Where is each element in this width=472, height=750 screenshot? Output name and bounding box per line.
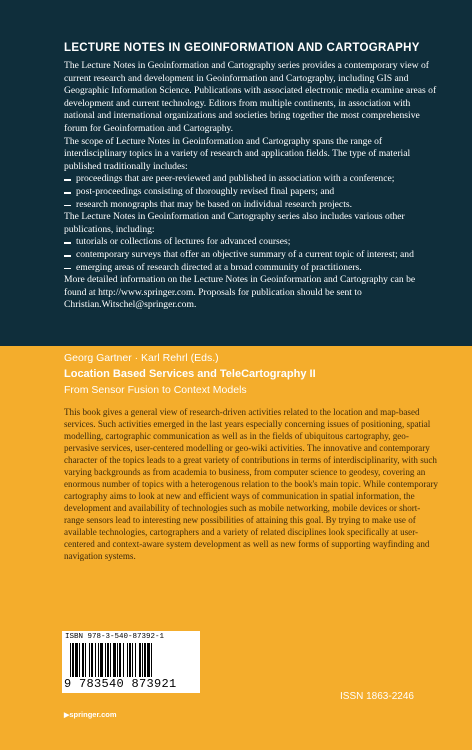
barcode-bar [107,643,109,677]
barcode-bar [72,643,74,677]
series-more-info: More detailed information on the Lecture Notes in Geoinformation and Cartography can be found at http://www.springer.com. Proposals for publication should be sent to Christian.Witschel@springer.com. [64,274,416,311]
series-description [64,60,438,312]
barcode-bar [89,643,90,677]
barcode-bar [110,643,111,677]
book-panel [0,346,472,750]
series-also: The Lecture Notes in Geoinformation and Cartography series also includes various other publications, including: [64,211,405,235]
list-item: research monographs that may be based on individual research projects. [64,199,438,212]
publication-list [64,236,438,274]
barcode-bar [79,643,80,677]
series-scope: The scope of Lecture Notes in Geoinformation and Cartography spans the range of interdisciplinary topics in a variety of research and application fields. The type of material published traditionally includes: [64,135,411,172]
list-item: post-proceedings consisting of thoroughly revised final papers; and [64,186,438,199]
list-item: contemporary surveys that offer an objective summary of a current topic of interest; and [64,249,438,262]
material-list [64,173,438,211]
barcode-bars [70,643,194,677]
barcode-bar [70,643,71,677]
barcode-bar [129,643,131,677]
series-intro: The Lecture Notes in Geoinformation and Cartography series provides a contemporary view of current research and development in Geoinformation and Cartography, including GIS and Geographic Information Science. Publications with associated electronic media examine areas of development and current technology. Editors from multiple continents, in association with national and international organizations and societies bring together the most comprehensive forum for Geoinformation and Cartography. [64,60,437,134]
barcode-bar [144,643,146,677]
list-item: tutorials or collections of lectures for advanced courses; [64,236,438,249]
barcode-bar [95,643,96,677]
issn-number: ISSN 1863-2246 [340,691,414,702]
barcode-bar [119,643,121,677]
book-description: This book gives a general view of research-driven activities related to the location and map-based services. Such activities emerged in the last years especially concerning issues of positioning, spatial modelling, cartographic communication as well as in the fields of ubiquitous cartography, geo-pervasive services, user-centered modelling or geo-wiki activities. The innovative and contemporary character of the topics leads to a great variety of contributions in terms of interdisciplinarity, with such varying backgrounds as from academia to business, from computer science to geodesy, covering an enormous number of topics with a heterogenous relation to the book's main topic. While contemporary cartography aims to look at new and efficient ways of communication in spatial information, the development and availability of technologies such as mobile networking, mobile devices or short-range sensors lead to interesting new possibilities of attaining this goal. By trying to make use of available technologies, cartographers and a variety of related disciplines look specifically at user-centered and context-aware system development as well as new forms of supporting wayfinding and navigation systems. [64,407,438,561]
book-editors: Georg Gartner · Karl Rehrl (Eds.) [64,352,219,364]
isbn-barcode [62,631,200,693]
barcode-bar [123,643,124,677]
isbn-label: ISBN 978-3-540-87392-1 [65,633,165,641]
barcode-bar [113,643,116,677]
barcode-bar [151,643,152,677]
springer-arrow-icon: ▶ [64,712,70,719]
publisher-site: springer.com [69,710,117,719]
publisher-logo [64,710,117,719]
barcode-bar [139,643,141,677]
barcode-bar [147,643,150,677]
barcode-bar [100,643,103,677]
series-title: LECTURE NOTES IN GEOINFORMATION AND CARTOGRAPHY [64,42,420,54]
series-panel [0,0,472,346]
barcode-bar [91,643,93,677]
barcode-bar [85,643,86,677]
barcode-bar [82,643,84,677]
list-item: emerging areas of research directed at a broad community of practitioners. [64,262,438,275]
barcode-bar [142,643,143,677]
barcode-bar [117,643,118,677]
book-title: Location Based Services and TeleCartography II [64,368,316,380]
barcode-digits: 9 783540 873921 [64,677,177,691]
barcode-bar [135,643,136,677]
barcode-bar [132,643,133,677]
barcode-bar [75,643,78,677]
barcode-bar [105,643,106,677]
list-item: proceedings that are peer-reviewed and published in association with a conference; [64,173,438,186]
book-subtitle: From Sensor Fusion to Context Models [64,384,247,396]
barcode-bar [127,643,128,677]
barcode-bar [98,643,99,677]
